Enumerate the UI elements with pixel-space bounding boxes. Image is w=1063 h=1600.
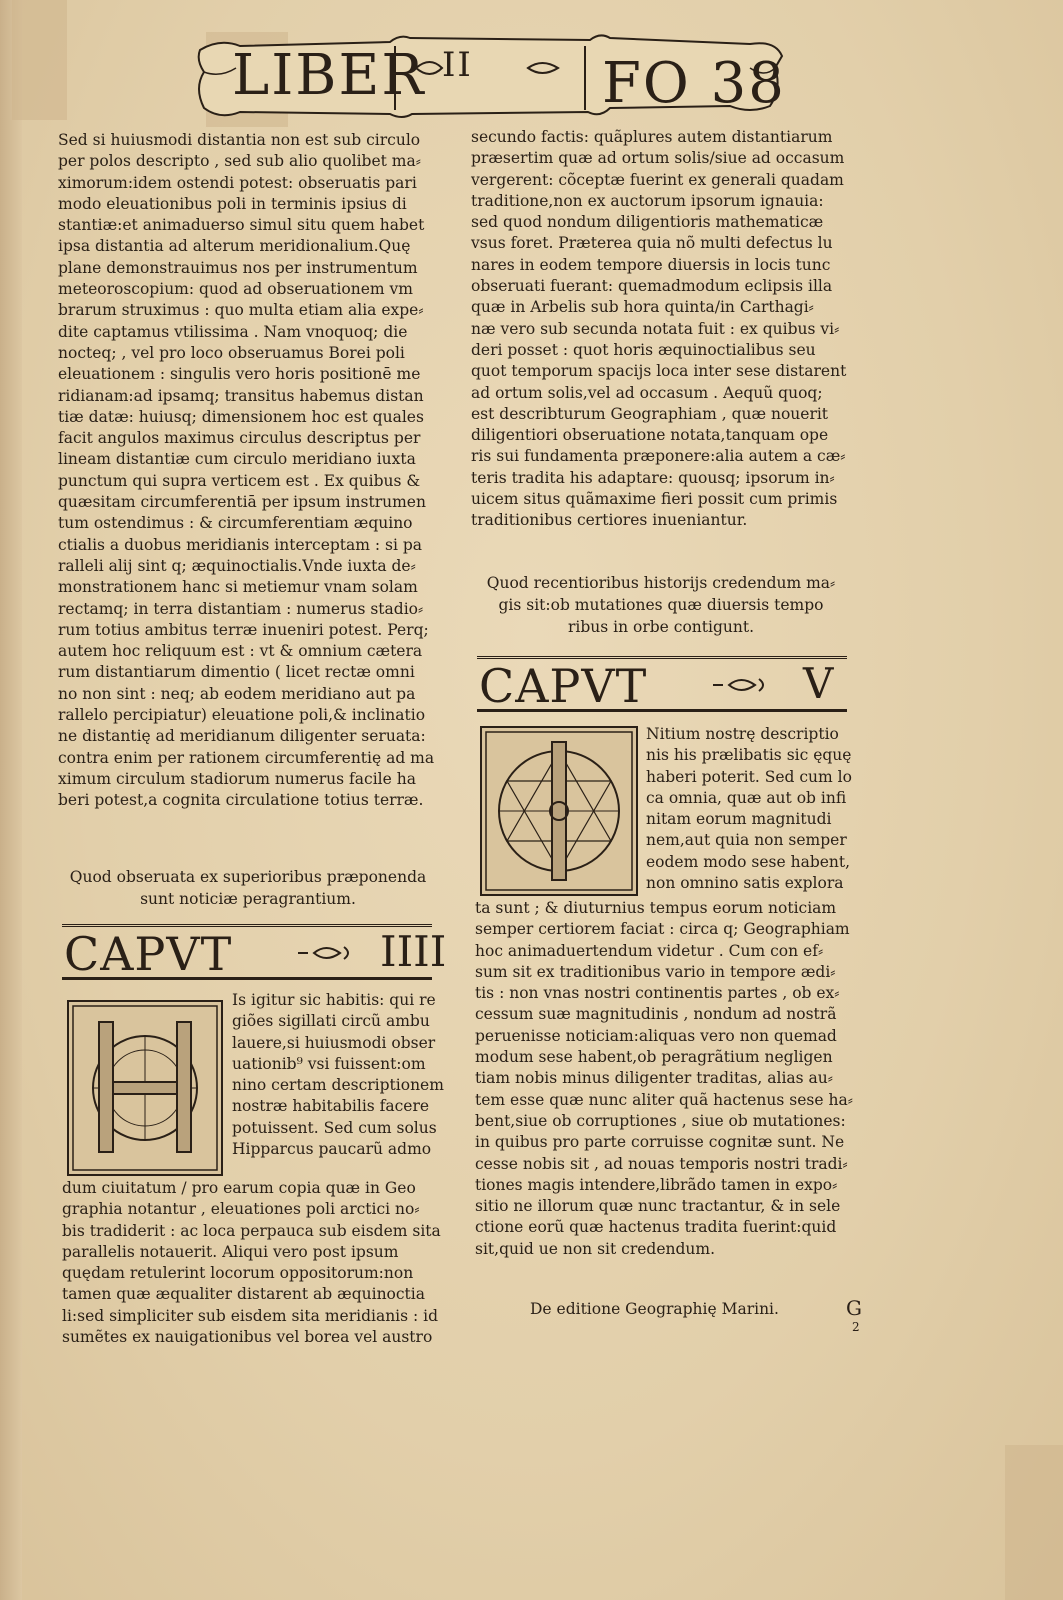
- text-line: tem esse quæ nunc aliter quã hactenus sese ha⸗: [475, 1090, 853, 1109]
- decorated-initial-h: [67, 1000, 223, 1176]
- leaf-ornament-icon: [294, 941, 364, 965]
- left-column-wrapped-text: [232, 990, 442, 1160]
- text-line: secundo factis: quãplures autem distantiarum: [471, 128, 833, 146]
- text-line: vergerent: cõceptæ fuerint ex generali quadam: [471, 170, 844, 189]
- caput-number: V: [803, 659, 834, 708]
- text-line: meteoroscopium: quod ad obseruationem vm: [58, 280, 413, 299]
- running-head-banner: [190, 28, 790, 123]
- heading-line: ribus in orbe contigunt.: [567, 618, 754, 636]
- text-line: plane demonstrauimus nos per instrumentum: [58, 258, 418, 277]
- text-line: haberi poterit. Sed cum lo: [646, 767, 852, 786]
- text-line: rallelo percipiatur) eleuatione poli,& inclinatio: [58, 706, 426, 725]
- text-line: nostræ habitabilis facere: [232, 1097, 430, 1116]
- woodcut-initial-icon: [69, 1002, 221, 1174]
- chapter-summary-heading: [471, 572, 851, 638]
- text-line: est describturum Geographiam , quæ nouerit: [471, 404, 829, 423]
- text-line: vsus foret. Præterea quia nõ multi defectus lu: [471, 234, 833, 253]
- text-line: tiam nobis minus diligenter traditas, alias au⸗: [475, 1069, 833, 1088]
- text-line: diligentiori obseruatione notata,tanquam ope: [471, 426, 829, 445]
- text-line: non omnino satis explora: [646, 874, 844, 893]
- text-line: Is igitur sic habitis: qui re: [232, 991, 436, 1009]
- running-head-liber: LIBER: [232, 43, 426, 108]
- text-line: nis his prælibatis sic ęquę: [646, 746, 852, 765]
- decorated-initial-i: [480, 726, 638, 896]
- text-line: no non sint : neq; ab eodem meridiano aut pa: [58, 684, 416, 703]
- text-line: tis : non vnas nostri continentis partes , ob ex⸗: [475, 984, 840, 1003]
- right-column-wrapped-text: [646, 724, 856, 894]
- text-line: eodem modo sese habent,: [646, 852, 851, 871]
- text-line: ridianam:ad ipsamq; transitus habemus distan: [58, 386, 424, 405]
- text-line: cessum suæ magnitudinis , nondum ad nostrã: [475, 1005, 837, 1024]
- text-line: nino certam descriptionem: [232, 1076, 444, 1095]
- text-line: Hipparcus paucarũ admo: [232, 1140, 432, 1159]
- text-line: brarum struximus : quo multa etiam alia expe⸗: [58, 301, 424, 320]
- text-line: ctialis a duobus meridianis interceptam : si pa: [58, 535, 423, 554]
- text-line: facit angulos maximus circulus descriptus per: [58, 429, 421, 448]
- caput-number: IIII: [380, 927, 447, 976]
- text-line: rum totius ambitus terræ inueniri potest. Perq;: [58, 620, 429, 639]
- text-line: quot temporum spacijs loca inter sese distarent: [471, 362, 847, 381]
- text-line: obseruati fuerant: quemadmodum eclipsis illa: [471, 277, 833, 296]
- caput-word: CAPVT: [64, 927, 233, 981]
- heading-line: sunt noticiæ peragrantium.: [140, 890, 356, 908]
- text-line: nem,aut quia non semper: [646, 831, 847, 850]
- right-column-paragraph-2: [475, 898, 855, 1260]
- paper-stain: [1005, 1445, 1063, 1600]
- text-line: uationib⁹ vsi fuissent:om: [232, 1054, 426, 1073]
- running-head-book-number: II: [442, 45, 473, 85]
- signature-mark: G: [846, 1296, 862, 1320]
- text-line: sed quod nondum diligentioris mathematicæ: [471, 213, 824, 232]
- text-line: tum ostendimus : & circumferentiam æquino: [58, 514, 413, 533]
- text-line: Sed si huiusmodi distantia non est sub circulo: [58, 131, 421, 149]
- text-line: beri potest,a cognita circulatione totius terræ.: [58, 791, 424, 810]
- text-line: quæ in Arbelis sub hora quinta/in Carthagi⸗: [471, 298, 814, 317]
- signature-number: 2: [852, 1320, 860, 1334]
- text-line: traditionibus certiores inueniantur.: [471, 511, 748, 530]
- text-line: quæsitam circumferentiā per ipsum instrumen: [58, 493, 426, 512]
- left-column-paragraph-1: [58, 130, 438, 812]
- text-line: quędam retulerint locorum oppositorum:non: [62, 1264, 414, 1283]
- text-line: deri posset : quot horis æquinoctialibus seu: [471, 340, 816, 359]
- text-line: Nitium nostrę descriptio: [646, 725, 839, 743]
- text-line: sitio ne illorum quæ nunc tractantur, & in sele: [475, 1197, 841, 1216]
- text-line: contra enim per rationem circumferentię ad ma: [58, 748, 435, 767]
- text-line: ctione eorũ quæ hactenus tradita fuerint:quid: [475, 1218, 837, 1237]
- paper-stain: [12, 0, 67, 120]
- text-line: sumẽtes ex nauigationibus vel borea vel austro: [62, 1328, 433, 1347]
- text-line: ris sui fundamenta præponere:alia autem a cæ⸗: [471, 447, 846, 466]
- text-line: bis tradiderit : ac loca perpauca sub eisdem sita: [62, 1221, 441, 1240]
- text-line: sit,quid ue non sit credendum.: [475, 1239, 716, 1258]
- text-line: dite captamus vtilissima . Nam vnoquoq; die: [58, 322, 408, 341]
- text-line: per polos descripto , sed sub alio quolibet ma⸗: [58, 152, 421, 171]
- text-line: ipsa distantia ad alterum meridionalium.Quę: [58, 237, 411, 256]
- text-line: lauere,si huiusmodi obser: [232, 1033, 436, 1052]
- text-line: rectamq; in terra distantiam : numerus stadio⸗: [58, 599, 424, 618]
- text-line: tiones magis intendere,librãdo tamen in expo⸗: [475, 1175, 838, 1194]
- text-line: in quibus pro parte corruisse cognitæ sunt. Ne: [475, 1133, 845, 1152]
- text-line: peruenisse noticiam:aliquas vero non quemad: [475, 1026, 837, 1045]
- running-head-folio: FO 38: [602, 51, 786, 116]
- text-line: ximorum:idem ostendi potest: obseruatis pari: [58, 173, 417, 192]
- text-line: ne distantię ad meridianum diligenter seruata:: [58, 727, 426, 746]
- text-line: cesse nobis sit , ad nouas temporis nostri tradi⸗: [475, 1154, 848, 1173]
- text-line: modo eleuationibus poli in terminis ipsius di: [58, 194, 407, 213]
- caput-word: CAPVT: [479, 659, 648, 713]
- left-column-paragraph-2: [62, 1178, 442, 1348]
- text-line: lineam distantiæ cum circulo meridiano iuxta: [58, 450, 416, 469]
- text-line: monstrationem hanc si metiemur vnam solam: [58, 578, 418, 597]
- text-line: nares in eodem tempore diuersis in locis tunc: [471, 255, 831, 274]
- caput-heading-5: [477, 656, 847, 712]
- text-line: eleuationem : singulis vero horis positionē me: [58, 365, 421, 384]
- text-line: sum sit ex traditionibus vario in tempore ædi⸗: [475, 962, 836, 981]
- text-line: dum ciuitatum / pro earum copia quæ in Geo: [62, 1179, 416, 1197]
- text-line: bent,siue ob corruptiones , siue ob mutationes:: [475, 1111, 846, 1130]
- text-line: punctum qui supra verticem est . Ex quibus &: [58, 471, 421, 490]
- text-line: traditione,non ex auctorum ipsorum ignauia:: [471, 191, 824, 210]
- text-line: modum sese habent,ob peragrãtium negligen: [475, 1048, 833, 1067]
- text-line: uicem situs quãmaxime fieri possit cum primis: [471, 490, 838, 509]
- text-line: teris tradita his adaptare: quousq; ipsorum in⸗: [471, 468, 835, 487]
- text-line: ralleli alij sint q; æquinoctialis.Vnde iuxta de⸗: [58, 556, 416, 575]
- catchword: De editione Geographię Marini.: [530, 1300, 779, 1318]
- text-line: tamen quæ æqualiter distarent ab æquinoctia: [62, 1285, 425, 1304]
- leaf-ornament-icon: [709, 673, 779, 697]
- text-line: giões sigillati circũ ambu: [232, 1012, 430, 1031]
- text-line: nitam eorum magnitudi: [646, 810, 832, 829]
- heading-line: Quod recentioribus historijs credendum ma⸗: [486, 574, 836, 592]
- woodcut-initial-icon: [482, 728, 636, 894]
- right-column-paragraph-1: [471, 127, 851, 532]
- text-line: stantiæ:et animaduerso simul situ quem habet: [58, 216, 425, 235]
- text-line: næ vero sub secunda notata fuit : ex quibus vi⸗: [471, 319, 840, 338]
- text-line: ta sunt ; & diuturnius tempus eorum noticiam: [475, 899, 837, 917]
- caput-heading-4: [62, 924, 447, 981]
- text-line: ad ortum solis,vel ad occasum . Aequũ quoq;: [471, 383, 823, 402]
- text-line: semper certiorem faciat : circa q; Geographiam: [475, 920, 850, 939]
- chapter-summary-heading: [58, 866, 438, 910]
- text-line: ximum circulum stadiorum numerus facile ha: [58, 769, 416, 788]
- text-line: graphia notantur , eleuationes poli arctici no⸗: [62, 1200, 420, 1219]
- text-line: tiæ datæ: huiusq; dimensionem hoc est quales: [58, 407, 424, 426]
- text-line: hoc animaduertendum videtur . Cum con ef⸗: [475, 941, 824, 960]
- text-line: li:sed simpliciter sub eisdem sita meridianis : id: [62, 1306, 439, 1325]
- heading-line: Quod obseruata ex superioribus præponenda: [69, 868, 427, 886]
- text-line: nocteq; , vel pro loco obseruamus Borei poli: [58, 343, 405, 362]
- heading-line: gis sit:ob mutationes quæ diuersis tempo: [498, 596, 824, 614]
- page-binding-edge: [0, 0, 22, 1600]
- text-line: potuissent. Sed cum solus: [232, 1118, 437, 1137]
- text-line: autem hoc reliquum est : vt & omnium cætera: [58, 642, 423, 661]
- text-line: parallelis notauerit. Aliqui vero post ipsum: [62, 1242, 399, 1261]
- text-line: præsertim quæ ad ortum solis/siue ad occasum: [471, 149, 845, 168]
- text-line: ca omnia, quæ aut ob infi: [646, 788, 847, 807]
- text-line: rum distantiarum dimentio ( licet rectæ omni: [58, 663, 415, 682]
